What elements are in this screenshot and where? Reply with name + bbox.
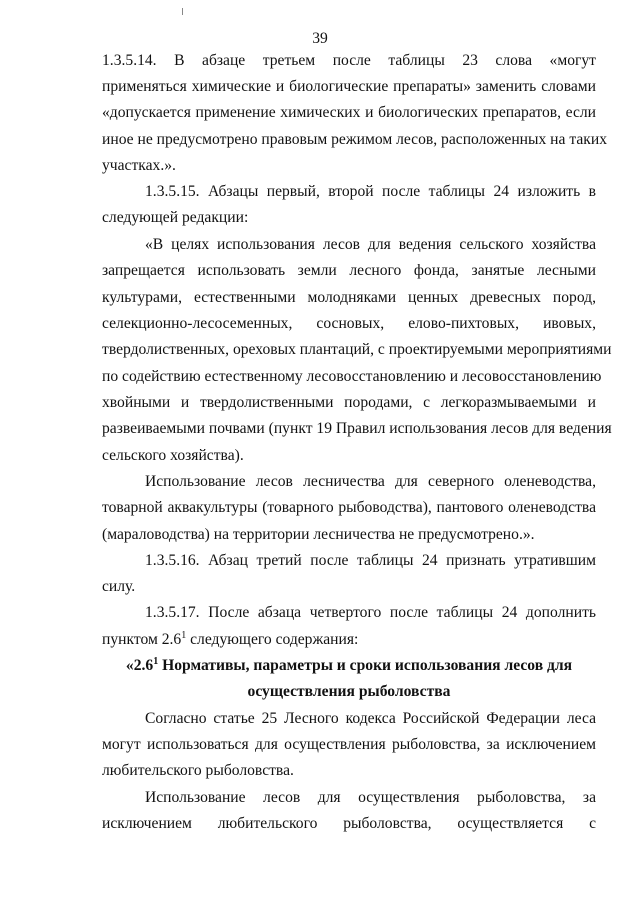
text-line: 1.3.5.15. Абзацы первый, второй после таблицы 24 изложить в (145, 183, 596, 200)
text-line: 1.3.5.14. В абзаце третьем после таблицы 23 слова «могут (102, 52, 596, 69)
text-line: по содействию естественному лесовосстановлению и лесовосстановлению (102, 368, 602, 385)
text-line: 1.3.5.17. После абзаца четвертого после таблицы 24 дополнить (145, 604, 596, 621)
text-line: исключением любительского рыболовства, осуществляется с (102, 815, 596, 832)
text-line: «В целях использования лесов для ведения сельского хозяйства (145, 236, 596, 253)
text-line: хвойными и твердолиственными породами, с легкоразмываемыми и (102, 394, 596, 411)
text-line: силу. (102, 578, 136, 595)
text-line: иное не предусмотрено правовым режимом лесов, расположенных на таких (102, 131, 607, 148)
text-line: культурами, естественными молодняками ценных древесных пород, (102, 289, 596, 306)
superscript: 1 (153, 656, 159, 667)
section-heading (102, 656, 596, 676)
text-fragment: пунктом 2.6 (102, 631, 182, 648)
text-line: любительского рыболовства. (102, 762, 294, 779)
scan-mark (182, 8, 183, 15)
text-line: могут использоваться для осуществления рыболовства, за исключением (102, 736, 596, 753)
text-fragment: следующего содержания: (186, 631, 359, 648)
text-line: товарной аквакультуры (товарного рыбоводства), пантового оленеводства (102, 499, 596, 516)
text-line: Согласно статье 25 Лесного кодекса Российской Федерации леса (145, 710, 596, 727)
heading-text: Нормативы, параметры и сроки использования лесов для (162, 657, 573, 674)
section-heading: осуществления рыболовства (247, 683, 451, 700)
heading-number: «2.6 (125, 657, 154, 674)
text-line: применяться химические и биологические препараты» заменить словами (102, 78, 596, 95)
text-line: участках.». (102, 157, 176, 174)
text-line: сельского хозяйства). (102, 447, 244, 464)
text-line: развеиваемыми почвами (пункт 19 Правил использования лесов для ведения (102, 420, 612, 437)
page-number: 39 (312, 30, 328, 47)
text-line: Использование лесов для осуществления рыболовства, за (145, 789, 596, 806)
text-line: «допускается применение химических и биологических препаратов, если (102, 104, 596, 121)
text-line: 1.3.5.16. Абзац третий после таблицы 24 признать утратившим (145, 552, 596, 569)
text-line: (мараловодства) на территории лесничества не предусмотрено.». (102, 526, 535, 543)
superscript: 1 (181, 630, 187, 641)
text-line: селекционно-лесосеменных, сосновых, елово-пихтовых, ивовых, (102, 315, 596, 332)
text-line: следующей редакции: (102, 209, 249, 226)
text-line (102, 630, 596, 650)
text-line: Использование лесов лесничества для северного оленеводства, (145, 473, 596, 490)
text-line: запрещается использовать земли лесного фонда, занятые лесными (102, 262, 596, 279)
text-line: твердолиственных, ореховых плантаций, с проектируемыми мероприятиями (102, 341, 612, 358)
